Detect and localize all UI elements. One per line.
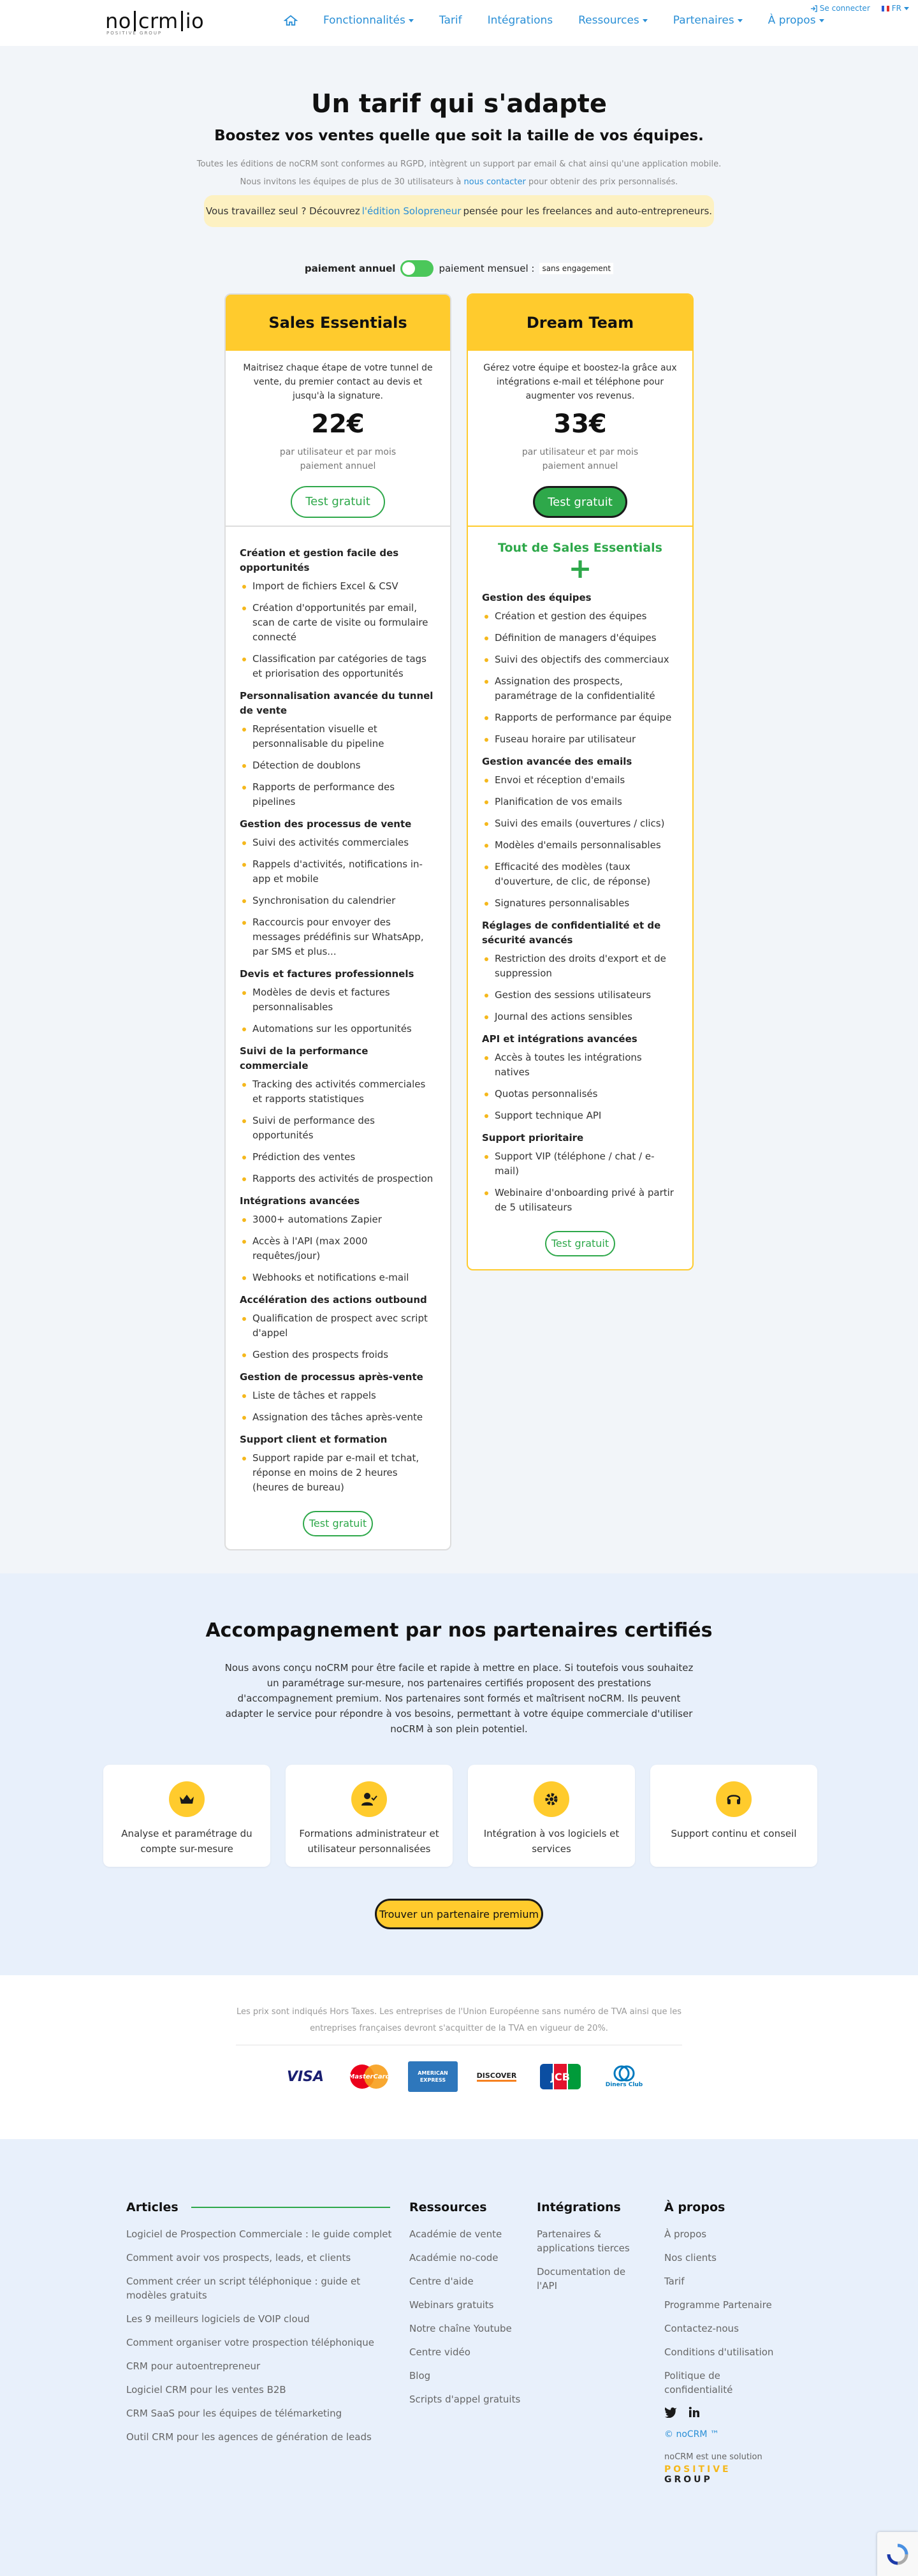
- plus-icon: +: [568, 552, 592, 585]
- menu-fonctionnalites[interactable]: Fonctionnalités: [310, 14, 426, 27]
- annual-label: paiement annuel: [304, 263, 396, 274]
- feature-item: Webinaire d'onboarding privé à partir de 5 utilisateurs: [482, 1186, 678, 1215]
- free-trial-button[interactable]: Test gratuit: [533, 486, 627, 518]
- menu-tarif[interactable]: Tarif: [439, 14, 462, 27]
- pricing-hero: [0, 89, 918, 191]
- no-commitment-badge: sans engagement: [539, 263, 613, 274]
- plan-name: Sales Essentials: [226, 295, 450, 351]
- footer-link[interactable]: Scripts d'appel gratuits: [409, 2394, 521, 2405]
- amex-logo: AMERICAN EXPRESS: [408, 2061, 458, 2092]
- feature-group-title: Support client et formation: [240, 1434, 388, 1445]
- headset-icon: [716, 1781, 752, 1817]
- contact-link[interactable]: nous contacter: [463, 177, 526, 187]
- plan-name: Dream Team: [468, 295, 692, 351]
- footer-link[interactable]: CRM SaaS pour les équipes de télémarketing: [126, 2408, 342, 2419]
- chevron-down-icon: [904, 7, 909, 10]
- feature-item: Création et gestion des équipes: [482, 609, 678, 624]
- price-billing: paiement annuel: [300, 461, 376, 471]
- feature-item: Synchronisation du calendrier: [240, 894, 436, 908]
- footer-link[interactable]: Notre chaîne Youtube: [409, 2323, 512, 2334]
- solopreneur-link[interactable]: l'édition Solopreneur: [361, 205, 462, 217]
- feature-item: Détection de doublons: [240, 758, 436, 773]
- plan-description: Gérez votre équipe et boostez-la grâce aux intégrations e-mail et téléphone pour augmenter vos revenus.: [483, 363, 677, 401]
- feature-group-title: Accélération des actions outbound: [240, 1294, 427, 1306]
- feature-item: 3000+ automations Zapier: [240, 1212, 436, 1227]
- feature-item: Fuseau horaire par utilisateur: [482, 732, 678, 747]
- footer-link[interactable]: Nos clients: [664, 2252, 717, 2263]
- feature-item: Assignation des prospects, paramétrage de la confidentialité: [482, 674, 678, 703]
- top-nav: [0, 0, 918, 46]
- feature-item: Rapports de performance par équipe: [482, 710, 678, 725]
- monthly-label: paiement mensuel :: [439, 263, 535, 274]
- contact-note: Nous invitons les équipes de plus de 30 utilisateurs à nous contacter pour obtenir des prix personnalisés.: [240, 177, 678, 187]
- billing-toggle[interactable]: [400, 260, 433, 277]
- footer-link[interactable]: Politique de confidentialité: [664, 2370, 733, 2396]
- login-link[interactable]: Se connecter: [810, 4, 870, 13]
- feature-item: Import de fichiers Excel & CSV: [240, 579, 436, 594]
- feature-item: Efficacité des modèles (taux d'ouverture, de clic, de réponse): [482, 860, 678, 889]
- divider: [191, 2207, 390, 2208]
- solopreneur-banner: Vous travaillez seul ? Découvrez l'édition Solopreneur pensée pour les freelances and auto-entrepreneurs.: [204, 195, 714, 227]
- feature-item: Support technique API: [482, 1108, 678, 1123]
- feature-item: Tracking des activités commerciales et rapports statistiques: [240, 1077, 436, 1107]
- feature-item: Suivi de performance des opportunités: [240, 1114, 436, 1143]
- feature-group-title: Création et gestion facile des opportunités: [240, 547, 399, 573]
- language-selector[interactable]: FR: [882, 4, 909, 13]
- partner-card: Analyse et paramétrage du compte sur-mesure: [103, 1765, 270, 1867]
- price-billing: paiement annuel: [542, 461, 618, 471]
- chevron-down-icon: [738, 19, 743, 22]
- sign-in-icon: [810, 5, 817, 12]
- feature-item: Rappels d'activités, notifications in-app et mobile: [240, 857, 436, 887]
- footer-link[interactable]: Académie de vente: [409, 2228, 502, 2240]
- footer-link[interactable]: À propos: [664, 2228, 707, 2240]
- mastercard-logo: MasterCard: [344, 2061, 394, 2092]
- footer-link[interactable]: Logiciel CRM pour les ventes B2B: [126, 2384, 286, 2396]
- recaptcha-badge[interactable]: [877, 2532, 918, 2576]
- feature-item: Prédiction des ventes: [240, 1150, 436, 1165]
- feature-item: Modèles d'emails personnalisables: [482, 838, 678, 853]
- menu-integrations[interactable]: Intégrations: [487, 14, 553, 27]
- feature-group-title: Réglages de confidentialité et de sécurité avancés: [482, 920, 661, 946]
- partners-title: Accompagnement par nos partenaires certifiés: [205, 1619, 713, 1642]
- feature-item: Gestion des sessions utilisateurs: [482, 988, 678, 1003]
- feature-item: Journal des actions sensibles: [482, 1010, 678, 1024]
- footer-link[interactable]: Comment organiser votre prospection téléphonique: [126, 2337, 374, 2348]
- includes-essentials: Tout de Sales Essentials: [498, 541, 662, 555]
- feature-group-title: Devis et factures professionnels: [240, 968, 414, 980]
- diners-club-logo: Diners Club: [599, 2061, 649, 2092]
- feature-group-title: Suivi de la performance commerciale: [240, 1045, 368, 1071]
- free-trial-button-bottom[interactable]: Test gratuit: [545, 1231, 615, 1256]
- feature-item: Rapports des activités de prospection: [240, 1172, 436, 1186]
- feature-group-title: API et intégrations avancées: [482, 1033, 638, 1045]
- feature-item: Automations sur les opportunités: [240, 1022, 436, 1036]
- positive-group-logo: POSITIVE GROUP: [664, 2464, 731, 2485]
- feature-group-title: Personnalisation avancée du tunnel de vente: [240, 690, 433, 716]
- footer-link[interactable]: Blog: [409, 2370, 431, 2381]
- footer-link[interactable]: Centre d'aide: [409, 2276, 474, 2287]
- payment-logos: [280, 2061, 649, 2092]
- feature-item: Support VIP (téléphone / chat / e-mail): [482, 1149, 678, 1179]
- feature-item: Webhooks et notifications e-mail: [240, 1270, 436, 1285]
- footer-link[interactable]: Webinars gratuits: [409, 2299, 494, 2311]
- feature-item: Représentation visuelle et personnalisable du pipeline: [240, 722, 436, 751]
- footer-integrations: Intégrations Partenaires & applications tierces Documentation de l'API: [537, 2200, 645, 2302]
- footer-link[interactable]: CRM pour autoentrepreneur: [126, 2360, 261, 2372]
- home-icon: [284, 15, 298, 26]
- recaptcha-icon: [886, 2543, 909, 2566]
- plan-price: 33€: [553, 409, 607, 439]
- footer-link[interactable]: Tarif: [664, 2276, 685, 2287]
- feature-item: Suivi des emails (ouvertures / clics): [482, 816, 678, 831]
- solution-note: noCRM est une solution: [664, 2452, 762, 2462]
- footer-articles: Articles Logiciel de Prospection Commerciale : le guide complet Comment avoir vos prospects, leads, et clients Comment créer un script téléphonique : guide et modèles gratuits Les 9 meilleurs logiciels de VOIP cloud Comment organiser votre prospection téléphonique CRM pour autoentrepreneur Logiciel CRM pour les ventes B2B CRM SaaS pour les équipes de télémarketing Outil CRM pour les agences de génération de leads: [126, 2200, 394, 2454]
- feature-item: Envoi et réception d'emails: [482, 773, 678, 788]
- main-menu: [271, 14, 837, 27]
- feature-list: [482, 591, 678, 1215]
- feature-item: Classification par catégories de tags et priorisation des opportunités: [240, 652, 436, 681]
- feature-group-title: Gestion avancée des emails: [482, 756, 632, 767]
- billing-toggle-row: [0, 260, 918, 277]
- feature-group-title: Gestion de processus après-vente: [240, 1371, 423, 1383]
- find-partner-button[interactable]: Trouver un partenaire premium: [375, 1899, 543, 1929]
- menu-ressources[interactable]: Ressources: [565, 14, 660, 27]
- feature-item: Planification de vos emails: [482, 795, 678, 809]
- footer-resources: Ressources Académie de vente Académie no-code Centre d'aide Webinars gratuits Notre chaîne Youtube Centre vidéo Blog Scripts d'appel gratuits: [409, 2200, 521, 2405]
- linkedin-icon[interactable]: [688, 2406, 700, 2418]
- feature-group-title: Gestion des processus de vente: [240, 818, 412, 830]
- partners-intro: Nous avons conçu noCRM pour être facile et rapide à mettre en place. Si toutefois vous souhaitez un paramétrage sur-mesure, nos partenaires certifiés proposent des prestations d'accompagnement premium. Nos partenaires sont formés et maîtrisent noCRM. Ils peuvent adapter le service pour répondre à vos besoins, permettant à votre équipe commerciale d'utiliser noCRM à son plein potentiel.: [224, 1662, 694, 1735]
- feature-item: Support rapide par e-mail et tchat, réponse en moins de 2 heures (heures de bureau): [240, 1451, 436, 1495]
- feature-item: Création d'opportunités par email, scan de carte de visite ou formulaire connecté: [240, 601, 436, 645]
- footer-link[interactable]: Les 9 meilleurs logiciels de VOIP cloud: [126, 2313, 310, 2325]
- feature-group-title: Support prioritaire: [482, 1132, 584, 1144]
- partner-card: Support continu et conseil: [650, 1765, 817, 1867]
- feature-item: Liste de tâches et rappels: [240, 1388, 436, 1403]
- footer-link[interactable]: Documentation de l'API: [537, 2266, 626, 2292]
- feature-list: [226, 527, 450, 1495]
- plan-card-essentials: [224, 293, 451, 1550]
- price-unit: par utilisateur et par mois: [279, 447, 397, 457]
- free-trial-button-bottom[interactable]: Test gratuit: [303, 1511, 373, 1536]
- page-title: Un tarif qui s'adapte: [310, 89, 608, 119]
- footer-link[interactable]: Académie no-code: [409, 2252, 499, 2263]
- feature-group-title: Intégrations avancées: [240, 1195, 360, 1207]
- feature-item: Gestion des prospects froids: [240, 1348, 436, 1362]
- footer-link[interactable]: Partenaires & applications tierces: [537, 2228, 630, 2254]
- menu-partenaires[interactable]: Partenaires: [660, 14, 755, 27]
- feature-item: Suivi des activités commerciales: [240, 835, 436, 850]
- feature-item: Restriction des droits d'export et de suppression: [482, 952, 678, 981]
- feature-group-title: Gestion des équipes: [482, 592, 592, 603]
- feature-item: Suivi des objectifs des commerciaux: [482, 652, 678, 667]
- footer-link[interactable]: Centre vidéo: [409, 2346, 470, 2358]
- feature-item: Quotas personnalisés: [482, 1087, 678, 1101]
- feature-item: Modèles de devis et factures personnalisables: [240, 985, 436, 1015]
- chevron-down-icon: [643, 19, 648, 22]
- plan-description: Maitrisez chaque étape de votre tunnel de vente, du premier contact au devis et jusqu'à la signature.: [243, 363, 433, 401]
- footer-link[interactable]: Contactez-nous: [664, 2323, 739, 2334]
- feature-item: Accès à l'API (max 2000 requêtes/jour): [240, 1234, 436, 1263]
- copyright: © noCRM ™: [664, 2429, 719, 2440]
- footer-link[interactable]: Logiciel de Prospection Commerciale : le guide complet: [126, 2228, 392, 2240]
- twitter-icon[interactable]: [664, 2406, 677, 2418]
- feature-item: Assignation des tâches après-vente: [240, 1410, 436, 1425]
- plan-price: 22€: [311, 409, 365, 439]
- footer-link[interactable]: Conditions d'utilisation: [664, 2346, 774, 2358]
- tax-note: Les prix sont indiqués Hors Taxes. Les entreprises de l'Union Européenne sans numéro de TVA ainsi que les entreprises françaises devront s'acquitter de la TVA en vigueur de 20%.: [236, 2007, 681, 2033]
- footer-link[interactable]: Comment créer un script téléphonique : guide et modèles gratuits: [126, 2276, 361, 2301]
- gdpr-note: Toutes les éditions de noCRM sont conformes au RGPD, intègrent un support par email & chat ainsi qu'une application mobile.: [196, 159, 722, 169]
- user-check-icon: [351, 1781, 387, 1817]
- chevron-down-icon: [819, 19, 824, 22]
- footer-link[interactable]: Programme Partenaire: [664, 2299, 772, 2311]
- footer-link[interactable]: Comment avoir vos prospects, leads, et clients: [126, 2252, 351, 2263]
- price-unit: par utilisateur et par mois: [521, 447, 639, 457]
- jcb-logo: JCB: [536, 2061, 585, 2092]
- footer-link[interactable]: Outil CRM pour les agences de génération de leads: [126, 2431, 372, 2443]
- chevron-down-icon: [409, 19, 414, 22]
- plan-card-dream-team: [467, 293, 694, 1270]
- feature-item: Rapports de performance des pipelines: [240, 780, 436, 809]
- footer: [0, 2139, 918, 2576]
- flag-icon: [882, 6, 889, 11]
- menu-a-propos[interactable]: À propos: [755, 14, 837, 27]
- free-trial-button[interactable]: Test gratuit: [291, 486, 385, 518]
- visa-logo: VISA: [286, 2068, 324, 2085]
- feature-item: Définition de managers d'équipes: [482, 631, 678, 645]
- logo-subtitle: POSITIVE GROUP: [106, 31, 163, 36]
- feature-item: Signatures personnalisables: [482, 896, 678, 911]
- page-subtitle: Boostez vos ventes quelle que soit la taille de vos équipes.: [214, 128, 704, 144]
- partners-section: [0, 1573, 918, 1975]
- feature-item: Accès à toutes les intégrations natives: [482, 1050, 678, 1080]
- logo[interactable]: no crm io POSITIVE GROUP: [105, 9, 205, 36]
- footer-about: À propos À propos Nos clients Tarif Programme Partenaire Contactez-nous Conditions d'utilisation Politique de confidentialité © noCRM ™ noCRM est une solution POSITIVE GROUP: [664, 2200, 779, 2485]
- home-link[interactable]: [271, 14, 310, 27]
- partner-card: Formations administrateur et utilisateur personnalisées: [286, 1765, 453, 1867]
- feature-item: Raccourcis pour envoyer des messages prédéfinis sur WhatsApp, par SMS et plus...: [240, 915, 436, 959]
- crown-icon: [169, 1781, 205, 1817]
- partner-card: Intégration à vos logiciels et services: [468, 1765, 635, 1867]
- feature-item: Qualification de prospect avec script d'appel: [240, 1311, 436, 1341]
- discover-logo: DISCOVER: [472, 2061, 521, 2092]
- gear-icon: [534, 1781, 569, 1817]
